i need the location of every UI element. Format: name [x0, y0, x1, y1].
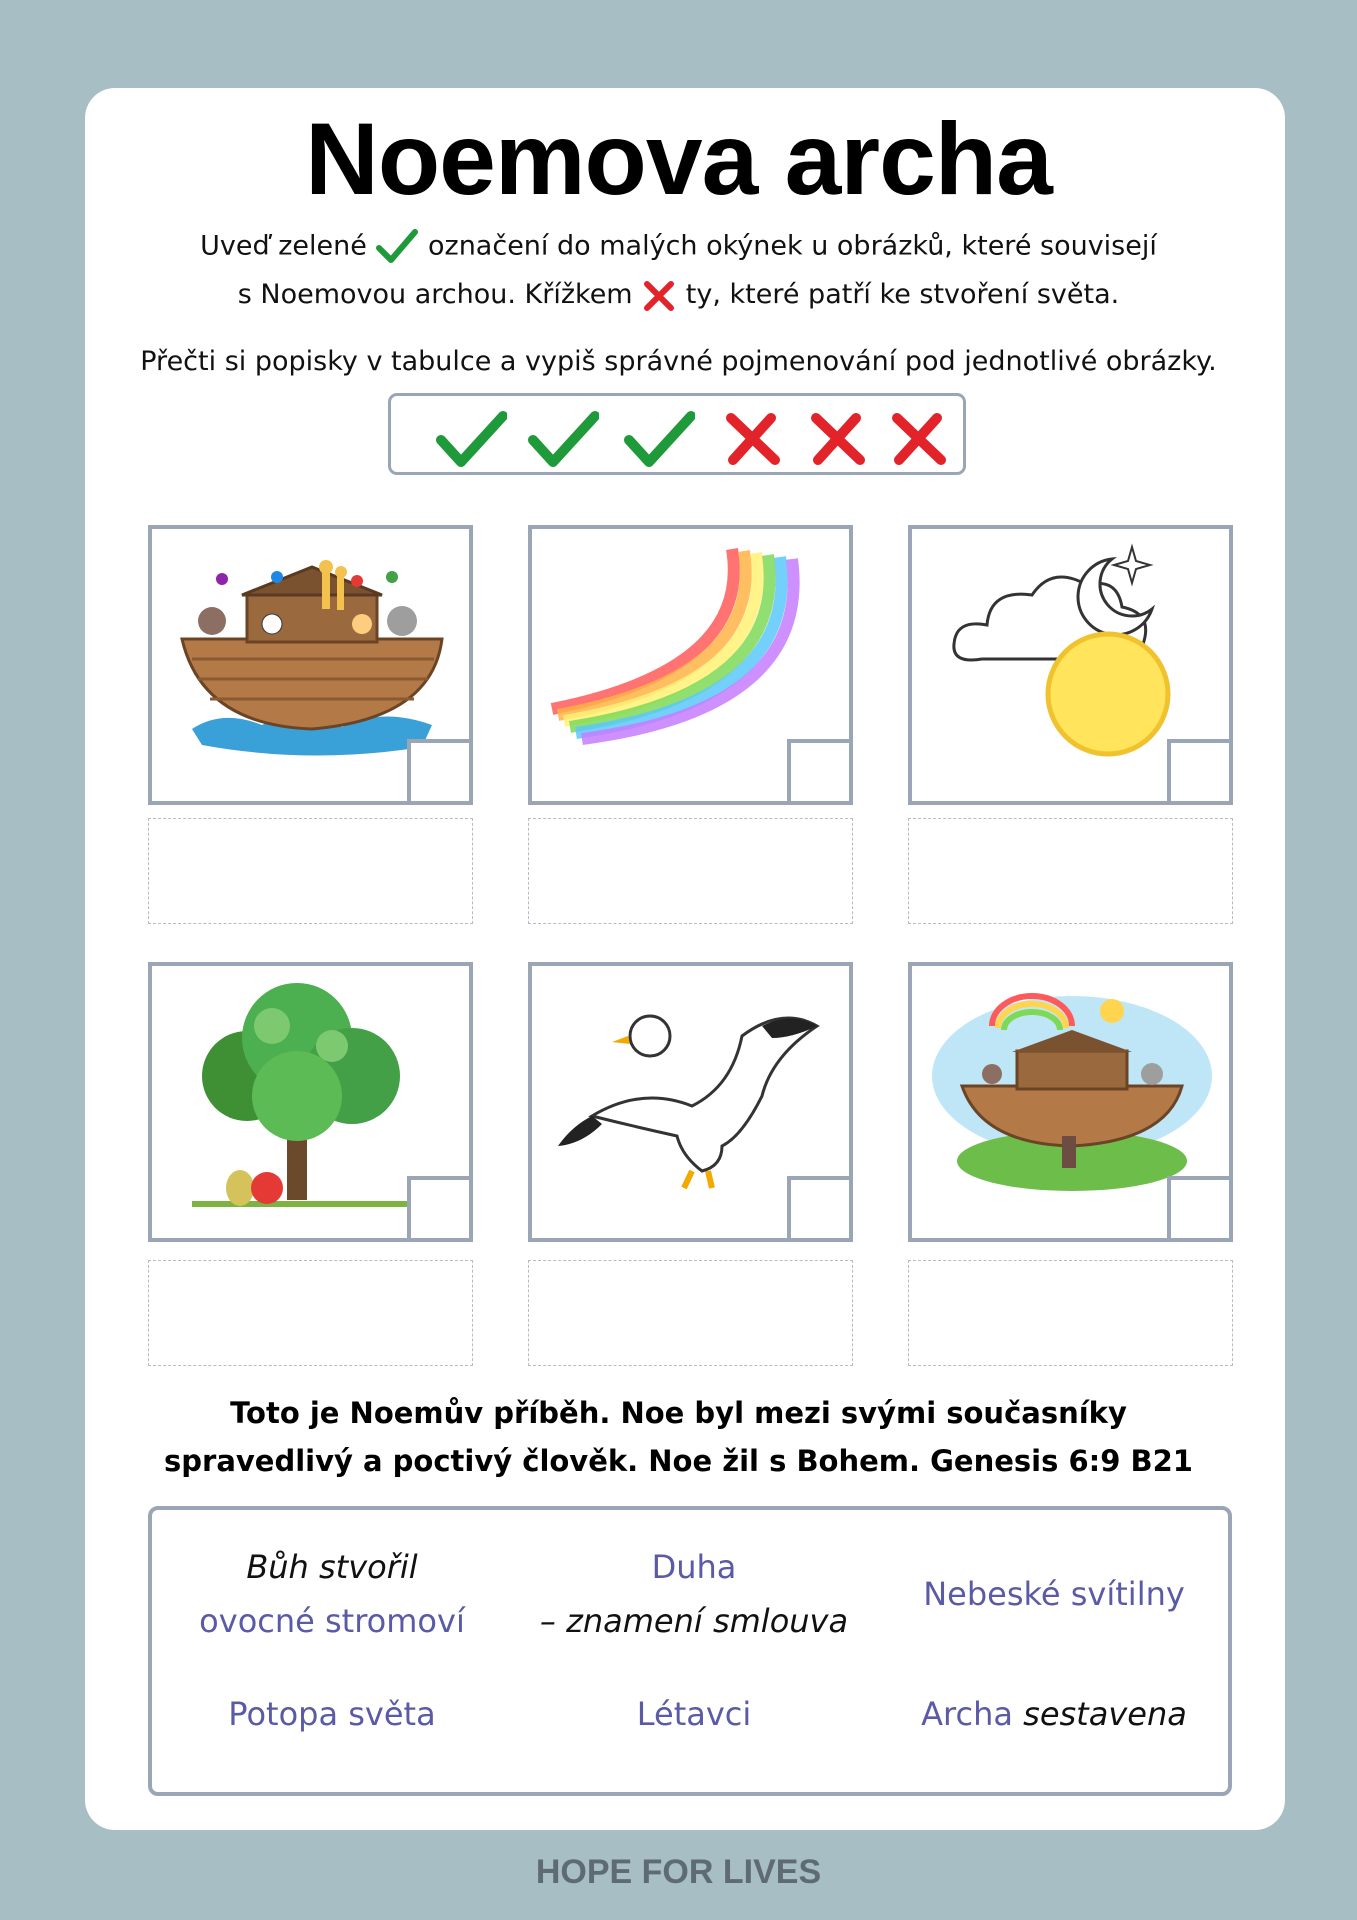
image-tile-tree	[148, 962, 473, 1242]
red-cross-icon	[641, 280, 677, 312]
label-birds: Létavci	[636, 1695, 752, 1733]
instruction-line-3: Přečti si popisky v tabulce a vypiš správné pojmenování pod jednotlivé obrázky.	[140, 346, 1217, 377]
check-mark-icon	[527, 410, 599, 468]
bible-verse: Toto je Noemův příběh. Noe byl mezi svými současníky spravedlivý a poctivý člověk. Noe žil s Bohem. Genesis 6:9 B21	[164, 1396, 1193, 1478]
instruction-line-2: s Noemovou archou. Křížkem ty, které patří ke stvoření světa.	[237, 279, 1120, 310]
image-tile-sky	[908, 525, 1233, 805]
cross-mark-icon	[887, 410, 951, 468]
check-mark-icon	[435, 410, 507, 468]
answer-checkbox[interactable]	[1167, 1176, 1233, 1242]
image-tile-ark	[148, 525, 473, 805]
answer-checkbox[interactable]	[1167, 739, 1233, 805]
answer-field[interactable]	[148, 1260, 473, 1366]
answer-field[interactable]	[908, 818, 1233, 924]
label-ark: Archa sestavena	[921, 1695, 1187, 1733]
image-tile-bird	[528, 962, 853, 1242]
marks-legend-box	[388, 393, 966, 475]
cross-mark-icon	[721, 410, 785, 468]
answer-checkbox[interactable]	[407, 739, 473, 805]
answer-field[interactable]	[528, 818, 853, 924]
check-mark-icon	[623, 410, 695, 468]
label-rainbow: Duha – znamení smlouva	[539, 1548, 849, 1641]
image-tile-ark-rainbow	[908, 962, 1233, 1242]
cross-mark-icon	[806, 410, 870, 468]
label-heavenly-lights: Nebeské svítilny	[923, 1575, 1185, 1613]
image-tile-rainbow	[528, 525, 853, 805]
label-fruit-trees: Bůh stvořil ovocné stromoví	[199, 1548, 465, 1641]
green-check-icon	[375, 228, 419, 266]
page-title: Noemova archa	[305, 102, 1052, 216]
label-table	[148, 1506, 1232, 1796]
instruction-line-1: Uveď zelené označení do malých okýnek u obrázků, které souvisejí	[0, 228, 1357, 266]
answer-field[interactable]	[148, 818, 473, 924]
answer-checkbox[interactable]	[787, 1176, 853, 1242]
label-flood: Potopa světa	[228, 1695, 436, 1733]
answer-field[interactable]	[528, 1260, 853, 1366]
footer-brand: HOPE FOR LIVES	[535, 1853, 822, 1891]
answer-checkbox[interactable]	[407, 1176, 473, 1242]
answer-checkbox[interactable]	[787, 739, 853, 805]
answer-field[interactable]	[908, 1260, 1233, 1366]
